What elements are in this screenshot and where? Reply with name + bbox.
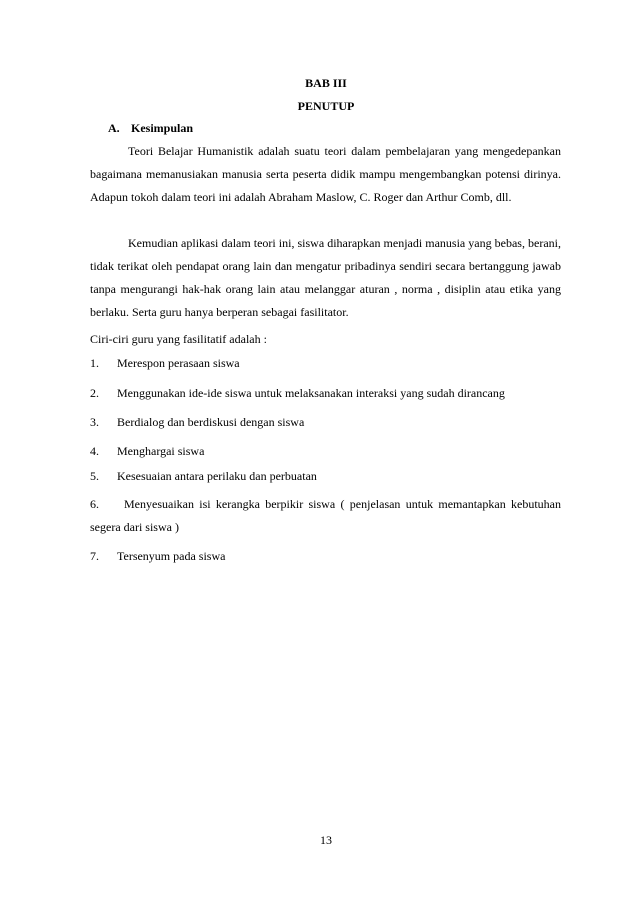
section-heading-text: Kesimpulan <box>131 121 194 135</box>
list-item <box>90 382 561 405</box>
list-item-text: Menghargai siswa <box>117 444 205 458</box>
list-item-number: 6. <box>90 497 99 511</box>
list-item-text: Menyesuaikan isi kerangka berpikir siswa ( penjelasan untuk memantapkan kebutuhan segera dari siswa ) <box>90 497 561 534</box>
list-item <box>90 465 561 488</box>
section-heading <box>108 121 193 136</box>
list-item-text: Merespon perasaan siswa <box>117 356 240 370</box>
paragraph-conclusion-2: Kemudian aplikasi dalam teori ini, siswa diharapkan menjadi manusia yang bebas, berani, tidak terikat oleh pendapat orang lain dan mengatur pribadinya sendiri secara bertanggung jawab tanpa mengurangi hak-hak orang lain atau melanggar aturan , norma , disiplin atau etika yang berlaku. Serta guru hanya berperan sebagai fasilitator. <box>90 236 561 319</box>
list-item-number: 3. <box>90 415 99 429</box>
list-item <box>90 493 561 539</box>
chapter-label: BAB III <box>305 76 347 90</box>
list-item-number: 2. <box>90 386 99 400</box>
list-intro: Ciri-ciri guru yang fasilitatif adalah : <box>90 332 267 346</box>
list-item <box>90 545 561 568</box>
list-item-number: 7. <box>90 549 99 563</box>
page-number: 13 <box>320 833 332 847</box>
list-item-number: 1. <box>90 356 99 370</box>
paragraph-conclusion-1: Teori Belajar Humanistik adalah suatu teori dalam pembelajaran yang mengedepankan bagaimana memanusiakan manusia serta peserta didik mampu mengembangkan potensi dirinya. Adapun tokoh dalam teori ini adalah Abraham Maslow, C. Roger dan Arthur Comb, dll. <box>90 144 561 204</box>
list-item-number: 4. <box>90 444 99 458</box>
list-item <box>90 411 561 434</box>
chapter-title: PENUTUP <box>297 99 355 113</box>
list-item-text: Kesesuaian antara perilaku dan perbuatan <box>117 469 317 483</box>
section-letter: A. <box>108 121 120 135</box>
list-item <box>90 352 561 375</box>
list-item-number: 5. <box>90 469 99 483</box>
list-item-text: Menggunakan ide-ide siswa untuk melaksanakan interaksi yang sudah dirancang <box>117 386 505 400</box>
list-item <box>90 440 561 463</box>
list-item-text: Tersenyum pada siswa <box>117 549 226 563</box>
list-item-text: Berdialog dan berdiskusi dengan siswa <box>117 415 305 429</box>
